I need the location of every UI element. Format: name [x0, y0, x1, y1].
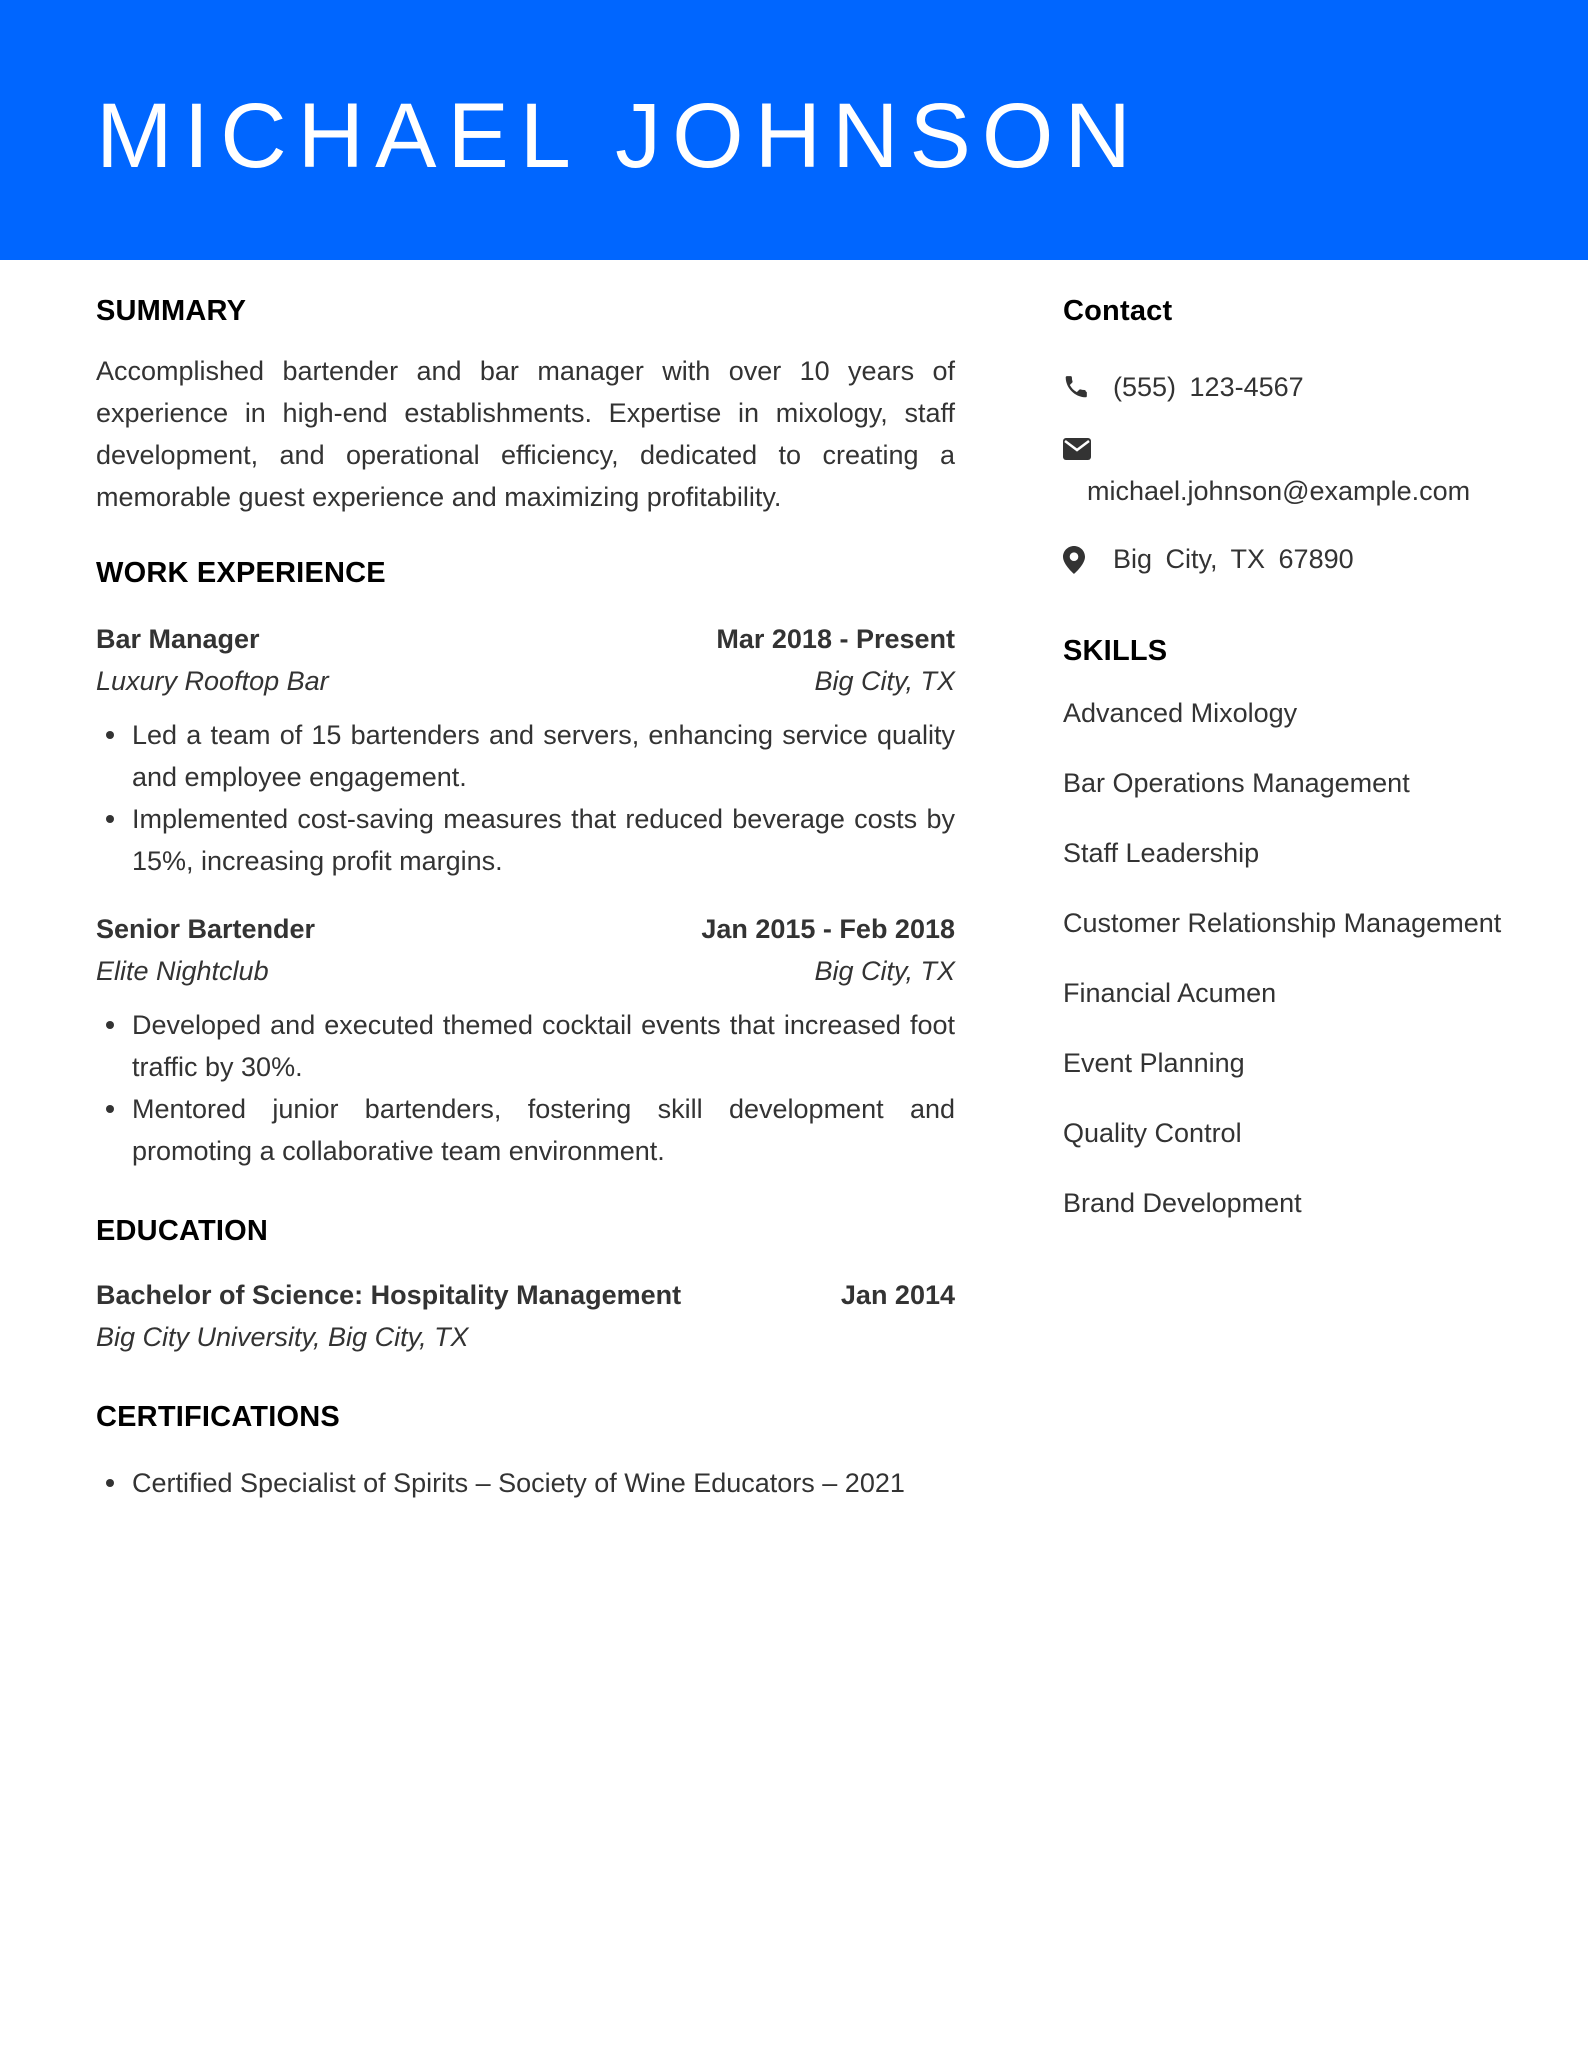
skill-item: Brand Development	[1063, 1188, 1302, 1218]
sidebar-column	[1063, 286, 1543, 1256]
summary-text: Accomplished bartender and bar manager with over 10 years of experience in high-end establishments. Expertise in mixology, staff development, and operational efficiency, dedicated to creating a memorable guest experience and maximizing profitability.	[96, 356, 955, 512]
contact-location	[1063, 538, 1543, 580]
certifications-list	[96, 1462, 955, 1504]
job-dates: Jan 2015 - Feb 2018	[701, 914, 955, 944]
education-entry	[96, 1274, 955, 1358]
job-role: Bar Manager	[96, 624, 260, 654]
job-bullet: Implemented cost-saving measures that reduced beverage costs by 15%, increasing profit margins.	[132, 798, 955, 882]
job-bullets	[96, 1004, 955, 1172]
skill-item: Customer Relationship Management	[1063, 908, 1502, 938]
envelope-icon	[1063, 430, 1091, 466]
job-entry	[96, 618, 955, 882]
skills-list	[1063, 696, 1543, 1221]
skill-item: Bar Operations Management	[1063, 768, 1410, 798]
certification-item: Certified Specialist of Spirits – Society of Wine Educators – 2021	[132, 1462, 955, 1504]
phone-number[interactable]: (555) 123-4567	[1113, 372, 1304, 402]
degree: Bachelor of Science: Hospitality Management	[96, 1280, 682, 1310]
phone-icon	[1063, 366, 1091, 408]
job-entry	[96, 908, 955, 1172]
education-heading: EDUCATION	[96, 1215, 269, 1247]
certifications-section	[96, 1392, 955, 1504]
main-column	[96, 286, 955, 1504]
contact-heading: Contact	[1063, 295, 1173, 327]
skill-item: Advanced Mixology	[1063, 698, 1298, 728]
school: Big City University, Big City, TX	[96, 1322, 469, 1352]
work-experience-section	[96, 548, 955, 1172]
certifications-heading: CERTIFICATIONS	[96, 1401, 340, 1433]
degree-date: Jan 2014	[840, 1280, 955, 1310]
map-pin-icon	[1063, 538, 1091, 580]
job-location: Big City, TX	[814, 666, 955, 696]
job-bullet: Led a team of 15 bartenders and servers, enhancing service quality and employee engagement.	[132, 714, 955, 798]
job-bullet: Developed and executed themed cocktail events that increased foot traffic by 30%.	[132, 1004, 955, 1088]
education-section	[96, 1206, 955, 1358]
job-company: Elite Nightclub	[96, 956, 269, 986]
work-experience-heading: WORK EXPERIENCE	[96, 557, 386, 589]
job-company: Luxury Rooftop Bar	[96, 666, 329, 696]
skills-heading: SKILLS	[1063, 635, 1168, 667]
skill-item: Financial Acumen	[1063, 978, 1277, 1008]
job-bullet: Mentored junior bartenders, fostering skill development and promoting a collaborative team environment.	[132, 1088, 955, 1172]
contact-section	[1063, 286, 1543, 580]
summary-section	[96, 286, 955, 518]
job-dates: Mar 2018 - Present	[716, 624, 955, 654]
job-bullets	[96, 714, 955, 882]
location-text: Big City, TX 67890	[1113, 544, 1354, 574]
skill-item: Event Planning	[1063, 1048, 1245, 1078]
skills-section	[1063, 626, 1543, 1221]
contact-phone	[1063, 366, 1543, 408]
header-banner	[0, 0, 1588, 260]
skill-item: Staff Leadership	[1063, 838, 1260, 868]
summary-heading: SUMMARY	[96, 295, 247, 327]
candidate-name: MICHAEL JOHNSON	[96, 85, 1142, 187]
skill-item: Quality Control	[1063, 1118, 1242, 1148]
email-address[interactable]: michael.johnson@example.com	[1087, 476, 1471, 506]
job-location: Big City, TX	[814, 956, 955, 986]
job-role: Senior Bartender	[96, 914, 316, 944]
contact-email	[1063, 430, 1543, 512]
